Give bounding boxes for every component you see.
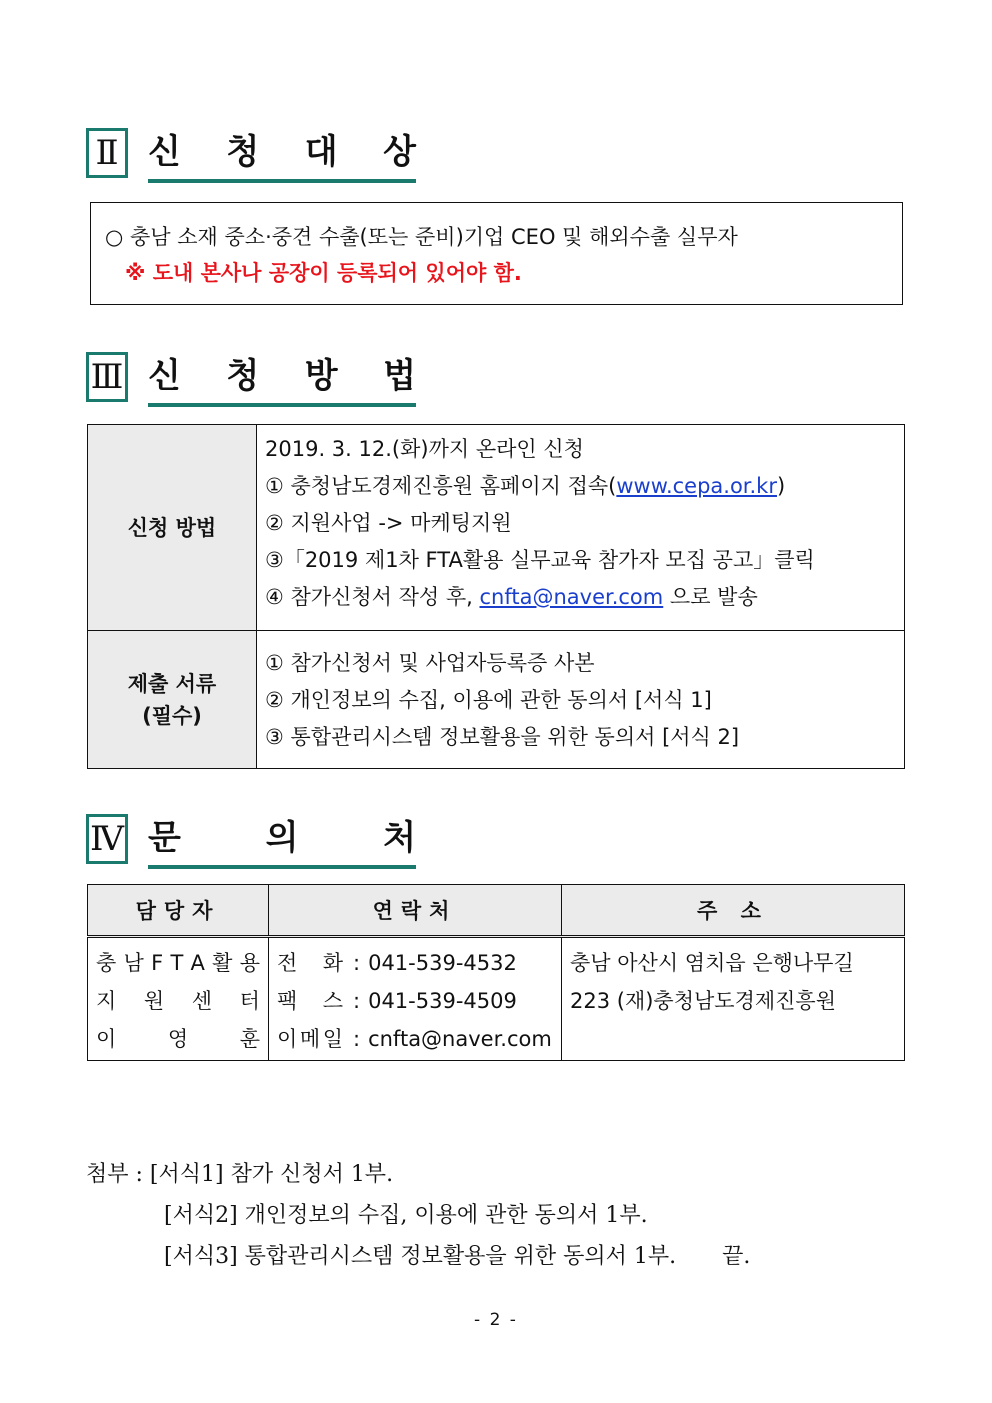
address-cell xyxy=(562,937,905,1061)
title-char: 청 xyxy=(226,356,260,396)
title-char: 방 xyxy=(304,356,338,396)
page-number: - 2 - xyxy=(474,1310,518,1330)
table-row xyxy=(88,425,905,631)
method-line: ③「2019 제1차 FTA활용 실무교육 참가자 모집 공고」클릭 xyxy=(265,548,815,572)
section-title xyxy=(148,128,416,178)
target-note: ※ 도내 본사나 공장이 등록되어 있어야 함. xyxy=(125,261,522,285)
target-description: ○ 충남 소재 중소·중견 수출(또는 준비)기업 CEO 및 해외수출 실무자 xyxy=(105,225,738,249)
section-title xyxy=(148,352,416,402)
section-title xyxy=(148,814,416,864)
title-char: 신 xyxy=(148,356,181,396)
title-char: 법 xyxy=(383,356,416,396)
end-mark: 끝. xyxy=(722,1244,751,1269)
email-link[interactable]: cnfta@naver.com xyxy=(479,585,664,609)
title-char: 문 xyxy=(148,818,181,858)
person-line: 이 영 훈 xyxy=(96,1027,260,1051)
attachment-item: [서식3] 통합관리시스템 정보활용을 위한 동의서 1부. 끝. xyxy=(164,1244,751,1269)
person-cell xyxy=(88,937,269,1061)
table-row xyxy=(88,937,905,1061)
column-header: 담당자 xyxy=(88,885,269,937)
title-char: 처 xyxy=(383,818,416,858)
phone-row: 전 화 : 041-539-4532 xyxy=(277,944,553,982)
document-line: ③ 통합관리시스템 정보활용을 위한 동의서 [서식 2] xyxy=(265,725,740,749)
title-underline xyxy=(148,179,416,183)
contact-cell xyxy=(269,937,562,1061)
method-line: ④ 참가신청서 작성 후, cnfta@naver.com 으로 발송 xyxy=(265,585,758,609)
title-char: 대 xyxy=(304,132,338,172)
method-table xyxy=(87,424,905,769)
fax-number: 041-539-4509 xyxy=(368,989,517,1013)
website-link[interactable]: www.cepa.or.kr xyxy=(616,474,777,498)
table-row xyxy=(88,631,905,769)
method-content xyxy=(257,425,905,631)
documents-label: 제출 서류 (필수) xyxy=(88,631,257,769)
documents-content xyxy=(257,631,905,769)
title-char: 신 xyxy=(148,132,181,172)
attachment-item: 첨부 : [서식1] 참가 신청서 1부. xyxy=(86,1162,394,1187)
phone-number: 041-539-4532 xyxy=(368,951,517,975)
attachments xyxy=(86,1154,750,1277)
section-numeral: Ⅳ xyxy=(86,814,128,864)
section-numeral: Ⅲ xyxy=(86,352,128,402)
section-numeral: Ⅱ xyxy=(86,128,128,178)
person-line: 지 원 센 터 xyxy=(96,989,260,1013)
column-header: 연락처 xyxy=(269,885,562,937)
person-line: 충 남 F T A 활 용 xyxy=(96,951,260,975)
title-char: 청 xyxy=(226,132,260,172)
method-line: ① 충청남도경제진흥원 홈페이지 접속(www.cepa.or.kr) xyxy=(265,474,786,498)
table-header-row xyxy=(88,885,905,937)
column-header: 주 소 xyxy=(562,885,905,937)
document-line: ① 참가신청서 및 사업자등록증 사본 xyxy=(265,651,595,675)
method-line: ② 지원사업 -> 마케팅지원 xyxy=(265,511,512,535)
title-underline xyxy=(148,403,416,407)
method-line: 2019. 3. 12.(화)까지 온라인 신청 xyxy=(265,437,584,461)
contact-table xyxy=(87,884,905,1061)
target-box xyxy=(90,202,903,305)
address-line: 223 (재)충청남도경제진흥원 xyxy=(570,989,837,1013)
email-address: cnfta@naver.com xyxy=(368,1027,552,1051)
title-underline xyxy=(148,865,416,869)
document-line: ② 개인정보의 수집, 이용에 관한 동의서 [서식 1] xyxy=(265,688,712,712)
attachment-item: [서식2] 개인정보의 수집, 이용에 관한 동의서 1부. xyxy=(164,1203,648,1228)
method-label: 신청 방법 xyxy=(88,425,257,631)
email-row: 이 메 일 : cnfta@naver.com xyxy=(277,1020,553,1058)
address-line: 충남 아산시 염치읍 은행나무길 xyxy=(570,951,854,975)
title-char: 상 xyxy=(383,132,416,172)
title-char: 의 xyxy=(265,818,299,858)
fax-row: 팩 스 : 041-539-4509 xyxy=(277,982,553,1020)
